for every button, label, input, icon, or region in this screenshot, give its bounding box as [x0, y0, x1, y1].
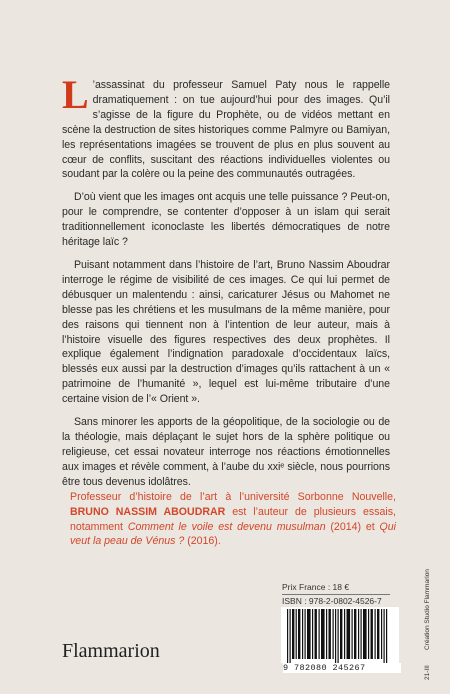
book-year-2: (2016).	[184, 535, 221, 548]
price-label: Prix France : 18 €	[282, 581, 390, 595]
book-year-1: (2014) et	[325, 520, 380, 533]
author-name: BRUNO NASSIM ABOUDRAR	[70, 505, 226, 518]
design-credit: Création Studio Flammarion	[424, 569, 431, 650]
drop-cap: L	[62, 72, 89, 117]
paragraph-3: Puisant notamment dans l’histoire de l’art, Bruno Nassim Aboudrar interroge le régime de visibilité de ces images. Ce qui lui permet de débusquer un malentendu : ainsi, caricaturer Jésus ou Mahomet ne blesse pas les chrétiens et les musulmans de la même manière, pour des raisons qui tiennent non à l’intention de leur auteur, mais à l’histoire visuelle des figures respectives des deux prophètes. Il explique également l’indignation paradoxale d’occidentaux laïcs, blessés eux aussi par la destruction d’images qu’ils rattachent à un « patrimoine de l’humanité », lequel est lui-même tributaire d’une certaine vision de l’« Orient ».	[62, 258, 390, 406]
barcode-graphic	[281, 607, 399, 663]
book-title-1: Comment le voile est devenu musulman	[127, 520, 326, 533]
publisher-logo: Flammarion	[62, 640, 160, 662]
paragraph-1	[62, 72, 390, 182]
synopsis	[62, 72, 390, 498]
bio-intro: Professeur d’histoire de l’art à l’université Sorbonne Nouvelle,	[70, 491, 396, 503]
bio-mid: est l’auteur de plusieurs essais, notamment	[70, 505, 396, 533]
paragraph-4: Sans minorer les apports de la géopolitique, de la sociologie ou de la théologie, mais déplaçant le sujet hors de la sphère politique ou religieuse, cet essai novateur interroge nos réactions émotionnelles aux images et révèle comment, à l’aube du xxiᵉ siècle, nous pourrions être tous devenus idolâtres.	[62, 416, 390, 488]
barcode-digits: 9 782080 245267	[283, 663, 401, 673]
paragraph-2: D’où vient que les images ont acquis une telle puissance ? Peut-on, pour le comprendre, se contenter d’opposer à un islam qui serait traditionnellement iconoclaste les libertés démocratiques de notre héritage laïc ?	[62, 191, 390, 249]
author-bio	[70, 490, 396, 549]
barcode	[281, 607, 399, 663]
paragraph-1-text: ’assassinat du professeur Samuel Paty nous le rappelle dramatiquement : on tue aujourd’hui pour des images. Qu’il s’agisse de la figure du Prophète, ou de vidéos mettant en scène la destruction de sites historiques comme Palmyre ou Bamiyan, les représentations imagées se trouvent de plus en plus souvent au cœur de conflits, suscitant des réactions individuelles violentes ou soudant par la colère ou la peine des communautés outragées.	[62, 79, 390, 181]
isbn-label: ISBN : 978-2-0802-4526-7	[282, 596, 382, 606]
print-code: 21-III	[424, 665, 431, 680]
price-block	[282, 581, 390, 607]
book-title-2: Qui veut la peau de Vénus ?	[70, 520, 396, 548]
